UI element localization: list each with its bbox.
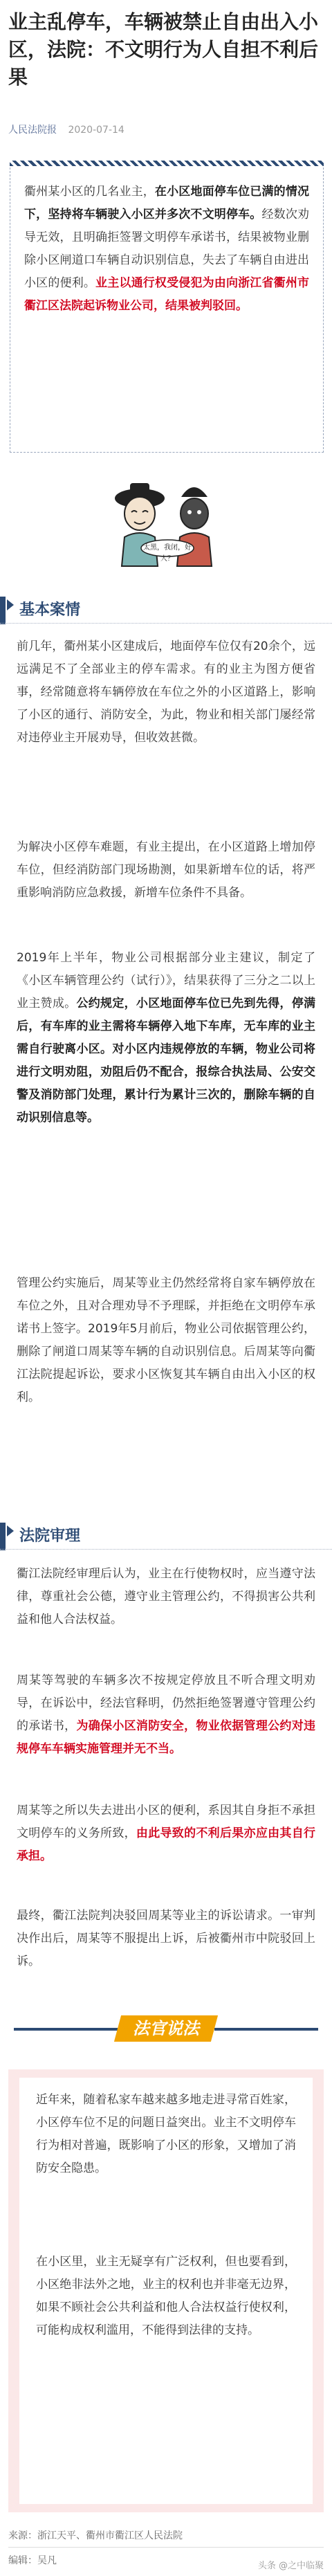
trial-p2-holding: 为确保小区消防安全，物业依据管理公约对违规停车车辆实施管理并无不当。 xyxy=(17,1719,316,1756)
case-paragraph-1: 前几年，衢州某小区建成后，地面停车位仅有20余个，远远满足不了全部业主的停车需求。有的业主为图方便省事，经常随意将车辆停放在车位之外的小区道路上，影响了小区的通行、消防安全，为此，物业和相关部门屡经常对违停业主开展劝导，但收效甚微。 xyxy=(17,640,315,745)
commentary-title: 法官说法 xyxy=(133,2019,199,2038)
ribbon-line-right xyxy=(214,2028,318,2031)
section-divider xyxy=(0,1549,332,1550)
summary-middle: 经数次劝导无效，且明确拒签署文明停车承诺书，结果被物业删除小区闸道口车辆自动识别信息，失去了车辆自由进出小区的便利。 xyxy=(24,208,310,290)
article-meta xyxy=(8,123,124,137)
trial-paragraph-3 xyxy=(17,1799,315,1868)
commentary-paragraph-2: 在小区里，业主无疑享有广泛权利，但也要看到，小区绝非法外之地，业主的权利也并非毫无边界，如果不顾社会公共利益和他人合法权益行使权利，可能构成权利滥用，不能得到法律的支持。 xyxy=(36,2255,296,2337)
source-link[interactable]: 人民法院报 xyxy=(8,125,57,136)
trial-paragraph-1: 衢江法院经审理后认为，业主在行使物权时，应当遵守法律，尊重社会公德，遵守业主管理公约，不得损害公共利益和他人合法权益。 xyxy=(17,1567,315,1626)
watermark: 头条 @之中临聚 xyxy=(257,2561,324,2571)
section-bar xyxy=(0,1523,6,1550)
trial-p3-intro: 周某等之所以失去进出小区的便利，系因其自身拒不承担文明停车的义务所致， xyxy=(17,1804,315,1840)
case-paragraph-3 xyxy=(17,947,315,1130)
trial-paragraph-4: 最终，衢江法院判决驳回周某等业主的诉讼请求。一审判决作出后，周某等不服提出上诉，后被衢州市中院驳回上诉。 xyxy=(17,1909,315,1968)
play-arrow-icon xyxy=(7,1525,14,1536)
commentary-card-frame xyxy=(8,2069,324,2512)
summary-highlight: 在小区地面停车位已满的情况下，坚持将车辆驶入小区并多次不文明停车。 xyxy=(24,185,310,221)
case-paragraph-4: 管理公约实施后，周某等业主仍然经常将自家车辆停放在车位之外，且对合理劝导不予理睬，并拒绝在文明停车承诺书上签字。2019年5月前后，物业公司依据管理公约，删除了闸道口周某等车辆的自动识别信息。后周某等向衢江法院提起诉讼，要求小区恢复其车辆自由出入小区的权利。 xyxy=(17,1276,315,1404)
section-header-case xyxy=(0,597,332,624)
commentary-header xyxy=(0,2006,332,2054)
trial-p3-holding: 由此导致的不利后果亦应由其自行承担。 xyxy=(17,1826,316,1863)
case-paragraph-2: 为解决小区停车难题，有业主提出，在小区道路上增加停车位，但经消防部门现场勘测，如果新增车位的话，将严重影响消防应急救援，新增车位条件不具备。 xyxy=(17,840,315,900)
section-title: 基本案情 xyxy=(19,601,81,619)
section-divider xyxy=(0,623,332,624)
publish-date: 2020-07-14 xyxy=(68,125,124,136)
summary-text xyxy=(24,181,309,318)
article-title: 业主乱停车，车辆被禁止自由出入小区，法院：不文明行为人自担不利后果 xyxy=(8,10,319,89)
footer-divider xyxy=(8,2547,324,2548)
summary-intro: 衢州某小区的几名业主， xyxy=(24,185,155,199)
play-arrow-icon xyxy=(7,599,14,610)
judges-cartoon-icon xyxy=(104,471,228,568)
section-header-trial xyxy=(0,1523,332,1550)
summary-stripe xyxy=(10,161,324,166)
speech-bubble-text: 太黑，我闭，好人？ xyxy=(143,544,192,563)
commentary-paragraph-1: 近年来，随着私家车越来越多地走进寻常百姓家，小区停车位不足的问题日益突出。业主不文明停车行为相对普遍，既影响了小区的形象，又增加了消防安全隐患。 xyxy=(36,2093,296,2175)
section-bar xyxy=(0,597,6,624)
trial-p2-intro: 周某等驾驶的车辆多次不按规定停放且不听合理文明劝导，在诉讼中，经法官释明，仍然拒绝签署遵守管理公约的承诺书， xyxy=(17,1674,315,1733)
ribbon-line-left xyxy=(14,2028,118,2031)
summary-box xyxy=(10,161,324,453)
section-title: 法院审理 xyxy=(19,1527,81,1545)
trial-paragraph-2 xyxy=(17,1669,315,1761)
footer-source: 来源：浙江天平、衢州市衢江区人民法院 xyxy=(8,2530,183,2541)
case-p3-rules: 公约规定，小区地面停车位已先到先得，停满后，有车库的业主需将车辆停入地下车库，无车库的业主需自行驶离小区。对小区内违规停放的车辆，物业公司将进行文明劝阻，劝阻后仍不配合，报综合执法局、公安交警及消防部门处理，累计行为累计三次的，删除车辆的自动识别信息等。 xyxy=(17,997,316,1125)
summary-verdict: 业主以通行权受侵犯为由向浙江省衢州市衢江区法院起诉物业公司，结果被判驳回。 xyxy=(24,276,310,313)
case-p3-intro: 2019年上半年，物业公司根据部分业主建议，制定了《小区车辆管理公约（试行）》，结果获得了三分之二以上业主赞成。 xyxy=(17,951,315,1010)
footer-editor: 编辑：吴凡 xyxy=(8,2555,57,2566)
commentary-card xyxy=(19,2078,313,2504)
